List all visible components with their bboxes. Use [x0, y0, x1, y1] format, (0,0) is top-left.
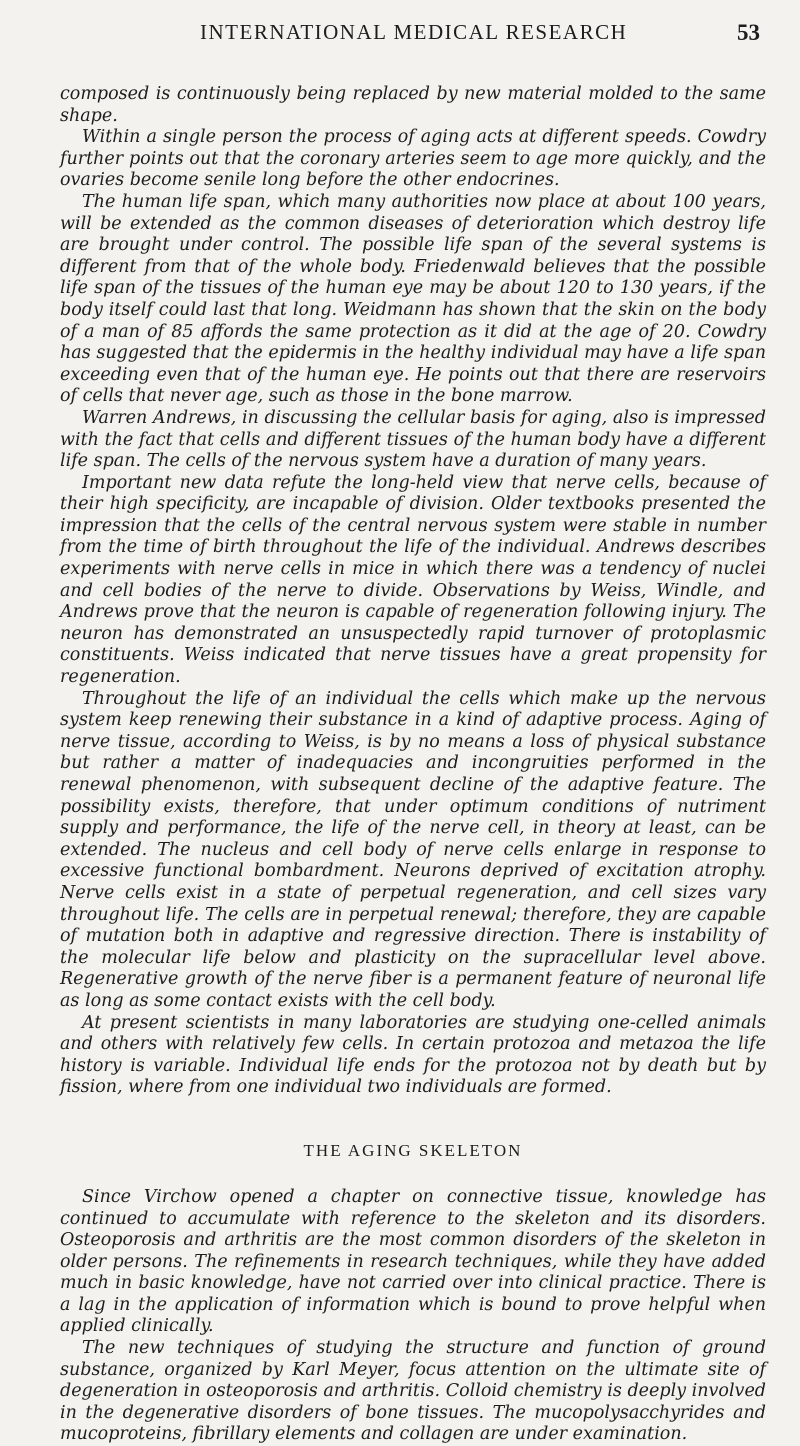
- paragraph: The human life span, which many authorities now place at about 100 years, will be extended as the common diseases of deterioration which destroy life are brought under control. The possible life span of the several systems is different from that of the whole body. Friedenwald believes that the possible life span of the tissues of the human eye may be about 120 to 130 years, if the body itself could last that long. Weidmann has shown that the skin on the body of a man of 85 affords the same protection as it did at the age of 20. Cowdry has suggested that the epidermis in the healthy individual may have a life span exceeding even that of the human eye. He points out that there are reservoirs of cells that never age, such as those in the bone marrow.: [60, 191, 766, 407]
- running-title: INTERNATIONAL MEDICAL RESEARCH: [200, 20, 628, 44]
- paragraph: composed is continuously being replaced by new material molded to the same shape.: [60, 84, 766, 126]
- body-text: [60, 84, 766, 1446]
- paragraph: Important new data refute the long-held view that nerve cells, because of their high specificity, are incapable of division. Older textbooks presented the impression that the cells of the central nervous system were stable in number from the time of birth throughout the life of the individual. Andrews describes experiments with nerve cells in mice in which there was a tendency of nuclei and cell bodies of the nerve to divide. Observations by Weiss, Windle, and Andrews prove that the neuron is capable of regeneration following injury. The neuron has demonstrated an unsuspectedly rapid turnover of protoplasmic constituents. Weiss indicated that nerve tissues have a great propensity for regeneration.: [60, 472, 766, 688]
- paragraph: At present scientists in many laboratories are studying one-celled animals and others with relatively few cells. In certain protozoa and metazoa the life history is variable. Individual life ends for the protozoa not by death but by fission, where from one individual two individuals are formed.: [60, 1012, 766, 1098]
- paragraph: Within a single person the process of aging acts at different speeds. Cowdry further points out that the coronary arteries seem to age more quickly, and the ovaries become senile long before the other endocrines.: [60, 127, 766, 191]
- paragraph: The new techniques of studying the structure and function of ground substance, organized by Karl Meyer, focus attention on the ultimate site of degeneration in osteoporosis and arthritis. Colloid chemistry is deeply involved in the degenerative disorders of bone tissues. The mucopolysacchyrides and mucoproteins, fibrillary elements and collagen are under examination.: [60, 1338, 766, 1445]
- section-heading: THE AGING SKELETON: [303, 1140, 523, 1160]
- running-head: [200, 20, 760, 50]
- paragraph: Throughout the life of an individual the cells which make up the nervous system keep renewing their substance in a kind of adaptive process. Aging of nerve tissue, according to Weiss, is by no means a loss of physical substance but rather a matter of inadequacies and incongruities performed in the renewal phenomenon, with subsequent decline of the adaptive feature. The possibility exists, therefore, that under optimum conditions of nutriment supply and performance, the life of the nerve cell, in theory at least, can be extended. The nucleus and cell body of nerve cells enlarge in response to excessive functional bombardment. Neurons deprived of excitation atrophy. Nerve cells exist in a state of perpetual regeneration, and cell sizes vary throughout life. The cells are in perpetual renewal; therefore, they are capable of mutation both in adaptive and regressive direction. There is instability of the molecular life below and plasticity on the supracellular level above. Regenerative growth of the nerve fiber is a permanent feature of neuronal life as long as some contact exists with the cell body.: [60, 688, 766, 1011]
- paragraph: Warren Andrews, in discussing the cellular basis for aging, also is impressed with the fact that cells and different tissues of the human body have a different life span. The cells of the nervous system have a duration of many years.: [60, 407, 766, 472]
- paragraph: Since Virchow opened a chapter on connective tissue, knowledge has continued to accumulate with reference to the skeleton and its disorders. Osteoporosis and arthritis are the most common disorders of the skeleton in older persons. The refinements in research techniques, while they have added much in basic knowledge, have not carried over into clinical practice. There is a lag in the application of information which is bound to prove helpful when applied clinically.: [60, 1186, 766, 1337]
- page-number: 53: [737, 20, 760, 45]
